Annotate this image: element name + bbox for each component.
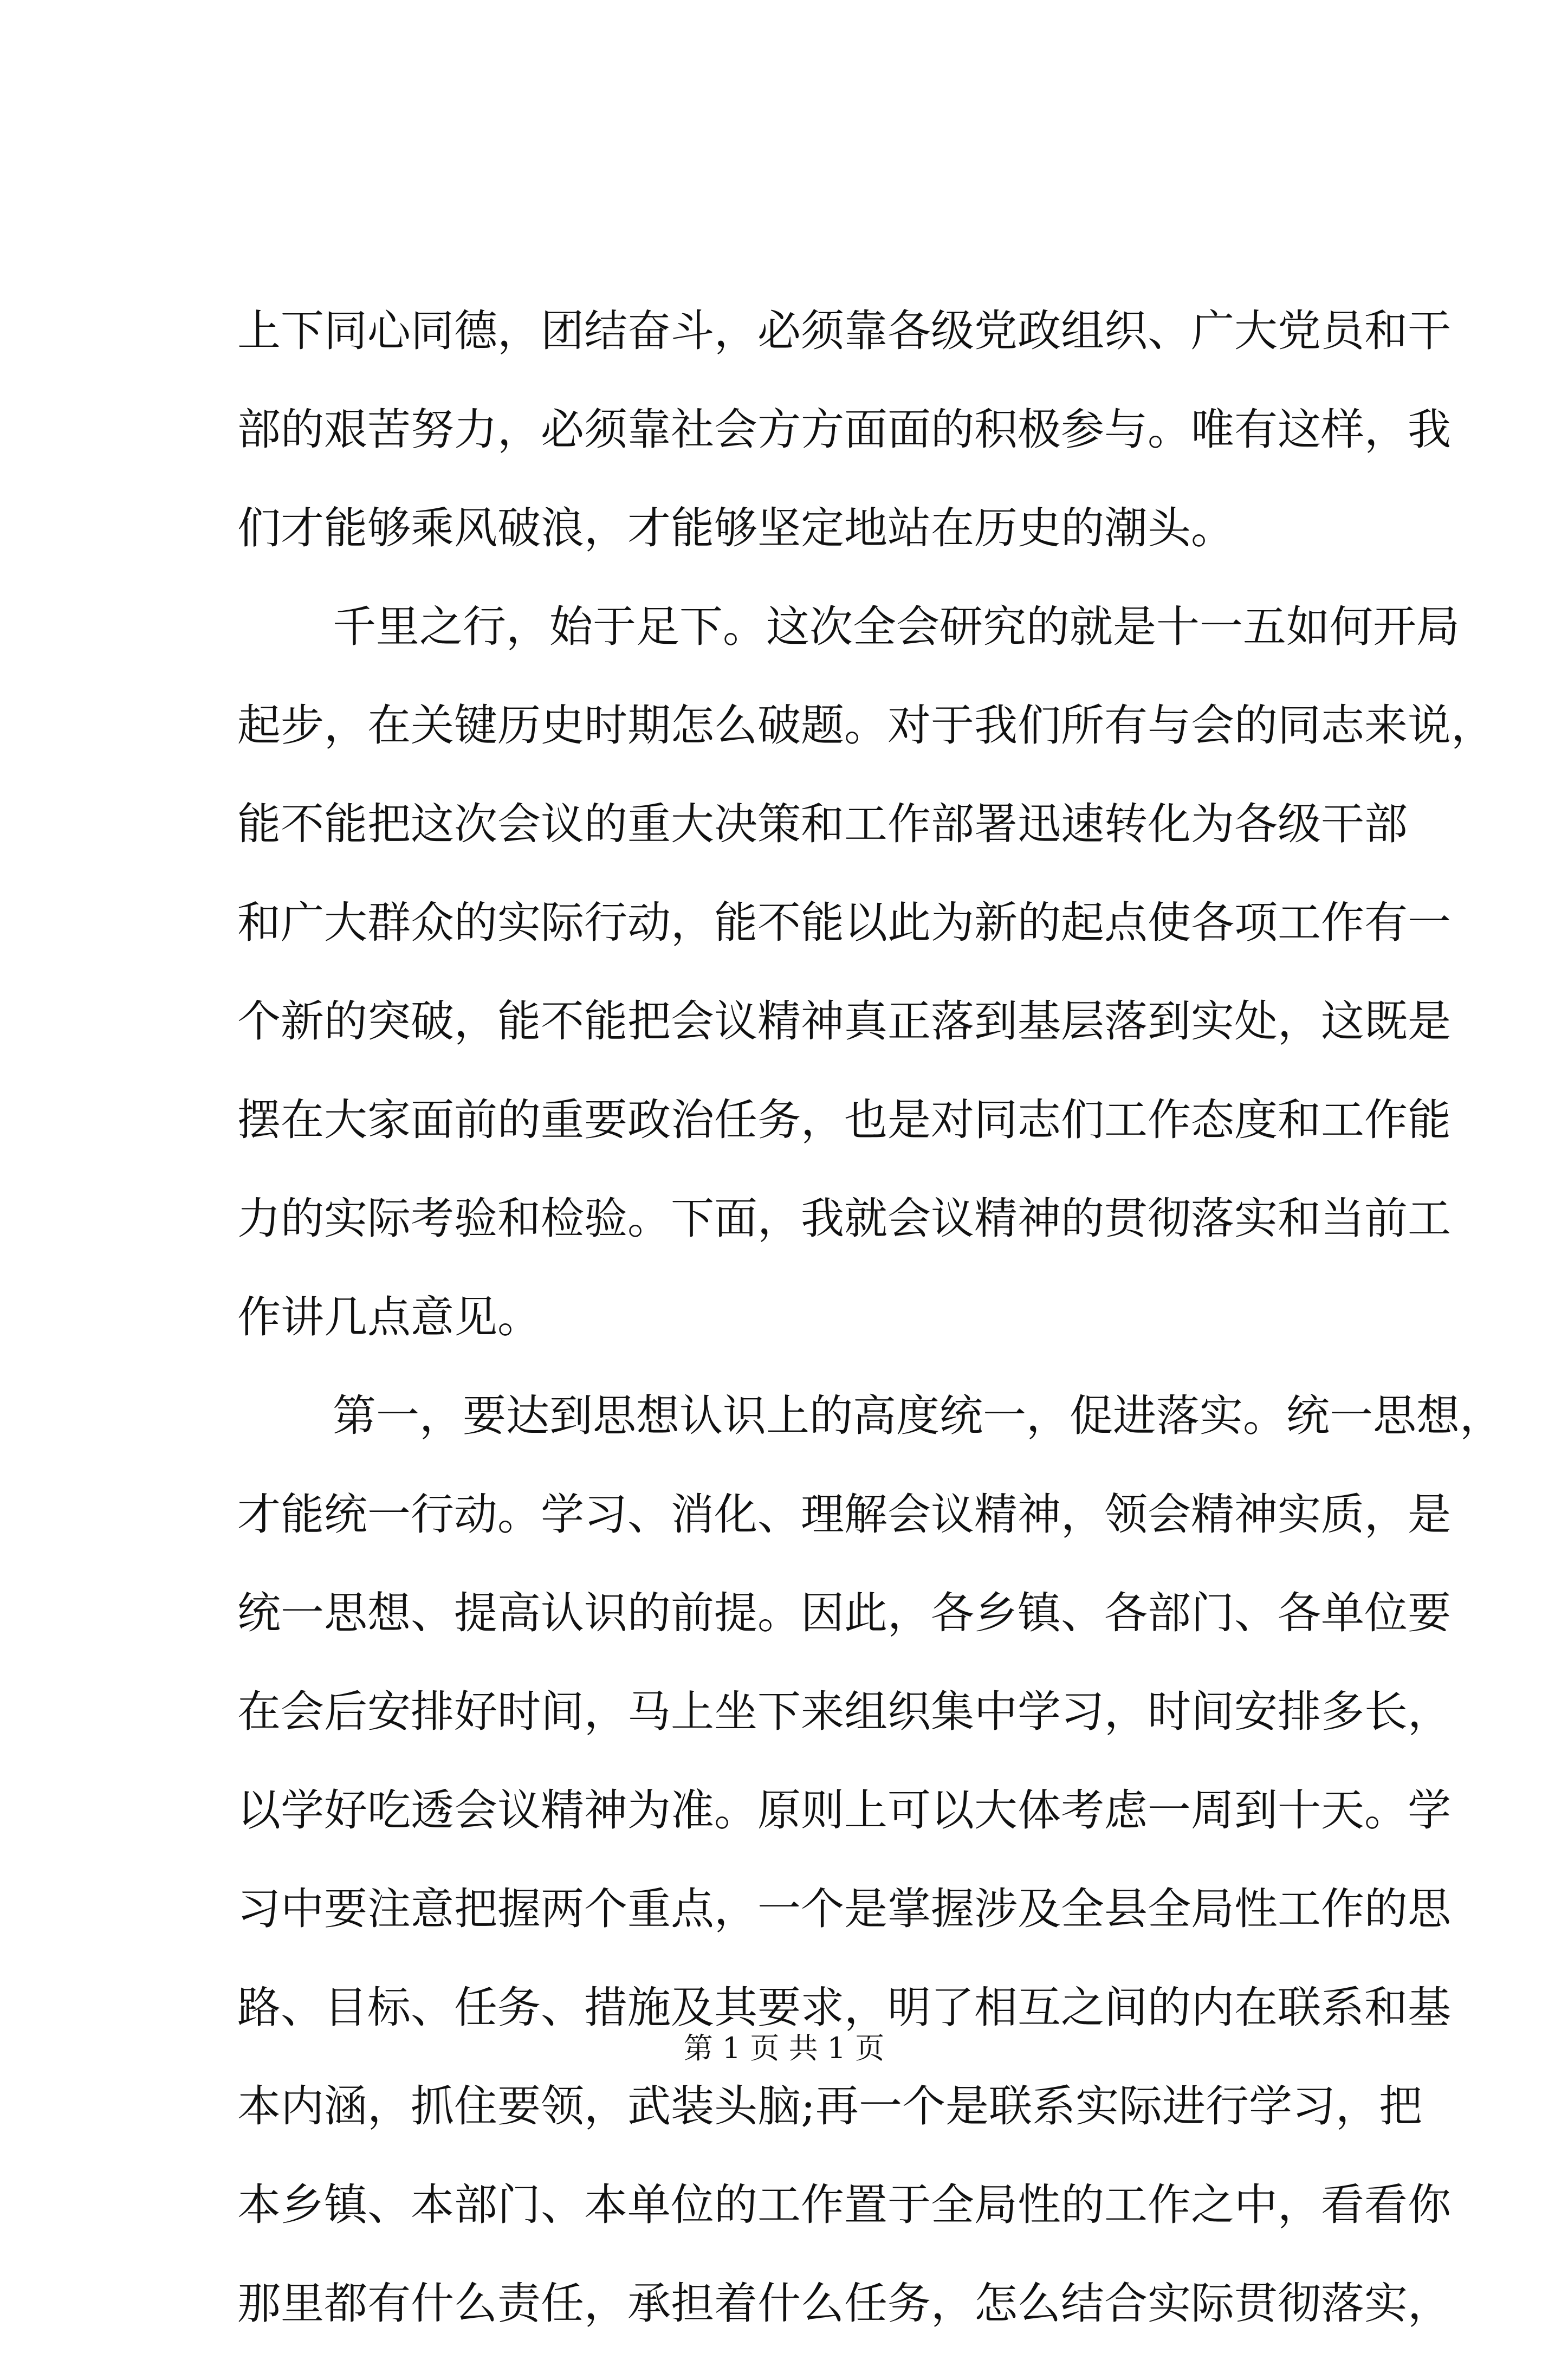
text-line: 那里都有什么责任，承担着什么任务，怎么结合实际贯彻落实， [237,2278,1451,2329]
text-line: 本内涵，抓住要领，武装头脑;再一个是联系实际进行学习，把 [237,2081,1422,2131]
text-line: 摆在大家面前的重要政治任务，也是对同志们工作态度和工作能 [237,1095,1451,1145]
text-line: 们才能够乘风破浪，才能够坚定地站在历史的潮头。 [237,503,1234,553]
text-line: 第一，要达到思想认识上的高度统一，促进落实。统一思想， [333,1391,1503,1441]
text-line: 上下同心同德，团结奋斗，必须靠各级党政组织、广大党员和干 [237,306,1451,356]
text-line: 作讲几点意见。 [237,1292,541,1342]
text-line: 起步，在关键历史时期怎么破题。对于我们所有与会的同志来说， [237,700,1494,751]
paragraph-3 [237,1367,1503,2353]
text-line: 在会后安排好时间，马上坐下来组织集中学习，时间安排多长， [237,1686,1451,1737]
text-line: 千里之行，始于足下。这次全会研究的就是十一五如何开局 [333,602,1460,652]
text-line: 才能统一行动。学习、消化、理解会议精神，领会精神实质，是 [237,1489,1451,1540]
text-line: 力的实际考验和检验。下面，我就会议精神的贯彻落实和当前工 [237,1193,1451,1244]
text-line: 能不能把这次会议的重大决策和工作部署迅速转化为各级干部 [237,799,1408,849]
text-line: 以学好吃透会议精神为准。原则上可以大体考虑一周到十天。学 [237,1785,1451,1835]
text-line: 统一思想、提高认识的前提。因此，各乡镇、各部门、各单位要 [237,1588,1451,1638]
text-line: 本乡镇、本部门、本单位的工作置于全局性的工作之中，看看你 [237,2180,1451,2230]
text-line: 个新的突破，能不能把会议精神真正落到基层落到实处，这既是 [237,996,1451,1046]
page-number-footer: 第 1 页 共 1 页 [683,2031,885,2065]
paragraph-2 [237,578,1494,1367]
text-line: 和广大群众的实际行动，能不能以此为新的起点使各项工作有一 [237,897,1451,948]
paragraph-1 [237,282,1451,578]
text-line: 习中要注意把握两个重点，一个是掌握涉及全县全局性工作的思 [237,1884,1451,1934]
text-line: 部的艰苦努力，必须靠社会方方面面的积极参与。唯有这样，我 [237,404,1451,455]
text-line: 路、目标、任务、措施及其要求，明了相互之间的内在联系和基 [237,1982,1451,2033]
